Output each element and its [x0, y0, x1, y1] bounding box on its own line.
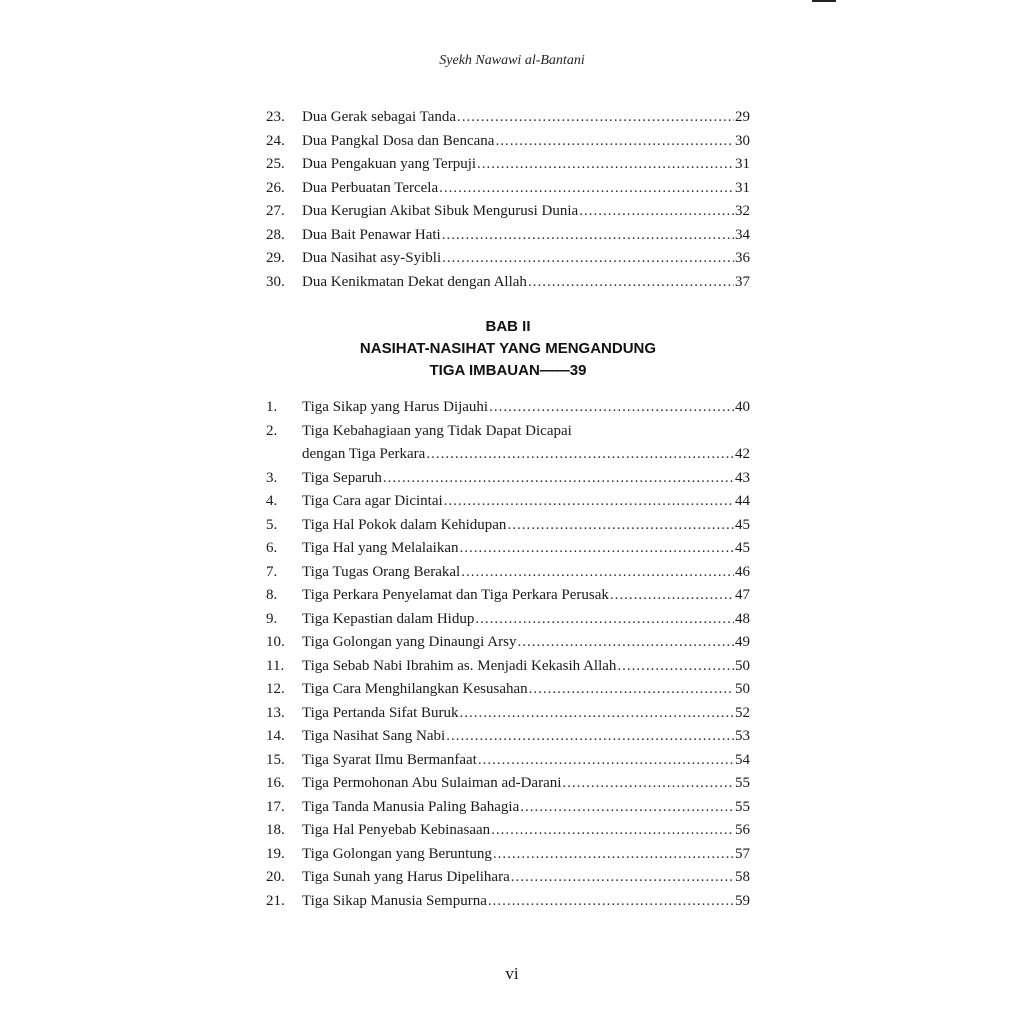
toc-entry-page: 53: [735, 728, 750, 744]
toc-section-1: [266, 106, 750, 294]
toc-entry-number: 2.: [266, 422, 278, 439]
toc-dot-leader: [461, 561, 734, 585]
toc-entry-page: 37: [735, 273, 750, 290]
toc-entry-page: 49: [735, 634, 750, 650]
toc-entry-page: 50: [735, 657, 750, 674]
chapter-title: NASIHAT-NASIHAT YANG MENGANDUNG: [359, 340, 657, 357]
toc-entry-title: dengan Tiga Perkara: [302, 446, 426, 462]
toc-entry: [266, 247, 750, 271]
toc-entry-title: Tiga Separuh: [302, 469, 382, 486]
toc-entry-title: Dua Perbuatan Tercela: [302, 179, 439, 196]
chapter-heading: [266, 316, 750, 382]
toc-entry-number: 25.: [266, 156, 285, 172]
toc-entry-number: 9.: [266, 610, 278, 627]
toc-entry: [266, 796, 750, 820]
toc-entry-page: 45: [735, 516, 750, 533]
toc-entry-number: 21.: [266, 892, 285, 909]
toc-dot-leader: [475, 608, 734, 632]
toc-entry-page: 50: [735, 681, 750, 697]
chapter-number: BAB II: [485, 318, 531, 335]
toc-entry-title: Dua Pangkal Dosa dan Bencana: [302, 132, 495, 149]
toc-entry-title: Tiga Tanda Manusia Paling Bahagia: [302, 798, 520, 815]
toc-entry-page: 31: [735, 179, 750, 196]
toc-entry-title: Dua Nasihat asy-Syibli: [302, 250, 442, 266]
toc-dot-leader: [457, 106, 734, 130]
toc-entry-title: Tiga Syarat Ilmu Bermanfaat: [302, 751, 477, 768]
toc-entry-number: 27.: [266, 203, 285, 219]
toc-entry-title: Tiga Nasihat Sang Nabi: [302, 728, 446, 744]
toc-dot-leader: [478, 749, 734, 773]
toc-dot-leader: [610, 584, 734, 608]
toc-entry: [266, 224, 750, 248]
toc-entry-number: 17.: [266, 798, 285, 815]
toc-entry: [266, 866, 750, 890]
toc-entry-title: Dua Gerak sebagai Tanda: [302, 109, 457, 125]
toc-dot-leader: [444, 490, 734, 514]
toc-entry-number: 1.: [266, 399, 278, 415]
toc-entry: [266, 153, 750, 177]
toc-entry-number: 5.: [266, 516, 278, 533]
toc-entry: [266, 890, 750, 914]
toc-entry-number: 12.: [266, 681, 285, 697]
toc-entry-number: 11.: [266, 657, 285, 674]
toc-entry: [266, 490, 750, 514]
toc-entry-title: Tiga Pertanda Sifat Buruk: [302, 704, 459, 721]
toc-entry-title: Tiga Hal Pokok dalam Kehidupan: [302, 516, 507, 533]
toc-entry-title: Tiga Cara Menghilangkan Kesusahan: [302, 681, 528, 697]
toc-dot-leader: [529, 678, 734, 702]
toc-dot-leader: [383, 467, 734, 491]
toc-entry-number: 23.: [266, 109, 285, 125]
toc-entry: [266, 678, 750, 702]
toc-dot-leader: [489, 396, 734, 420]
toc-entry: [266, 749, 750, 773]
toc-entry-title: Tiga Hal yang Melalaikan: [302, 540, 459, 556]
crop-mark: [812, 0, 836, 2]
toc-entry-number: 4.: [266, 493, 278, 509]
toc-entry-number: 3.: [266, 469, 278, 486]
toc-entry: [266, 608, 750, 632]
toc-entry-page: 36: [735, 250, 750, 266]
toc-entry-title: Tiga Kepastian dalam Hidup: [302, 610, 475, 627]
toc-entry: [266, 772, 750, 796]
toc-entry: [266, 631, 750, 655]
toc-entry: [266, 130, 750, 154]
toc-entry-page: 31: [735, 156, 750, 172]
toc-entry: [266, 655, 750, 679]
toc-entry: [266, 396, 750, 420]
toc-entry-number: 15.: [266, 751, 285, 768]
toc-entry: [266, 420, 750, 444]
toc-dot-leader: [460, 702, 734, 726]
toc-entry-page: 29: [735, 109, 750, 125]
toc-entry-page: 48: [735, 610, 750, 627]
page-number: vi: [505, 964, 519, 983]
toc-entry-number: 29.: [266, 250, 285, 266]
toc-entry-number: 20.: [266, 869, 285, 885]
toc-entry-title: Tiga Kebahagiaan yang Tidak Dapat Dicapai: [302, 422, 572, 439]
toc-entry-page: 47: [735, 587, 750, 603]
toc-entry: [266, 702, 750, 726]
toc-entry-title: Tiga Sikap yang Harus Dijauhi: [302, 399, 489, 415]
toc-entry-page: 34: [735, 226, 750, 243]
toc-dot-leader: [579, 200, 734, 224]
toc-entry: [266, 443, 750, 467]
toc-entry: [266, 537, 750, 561]
chapter-subtitle: TIGA IMBAUAN——39: [429, 362, 587, 379]
toc-dot-leader: [491, 819, 734, 843]
toc-entry: [266, 271, 750, 295]
toc-dot-leader: [617, 655, 734, 679]
toc-entry-title: Dua Kenikmatan Dekat dengan Allah: [302, 273, 527, 290]
toc-entry-page: 57: [735, 845, 750, 862]
toc-dot-leader: [460, 537, 735, 561]
toc-dot-leader: [528, 271, 734, 295]
toc-entry-title: Tiga Golongan yang Beruntung: [302, 845, 492, 862]
toc-dot-leader: [488, 890, 734, 914]
toc-dot-leader: [520, 796, 734, 820]
toc-entry-title: Dua Bait Penawar Hati: [302, 226, 441, 243]
toc-dot-leader: [446, 725, 734, 749]
toc-entry: [266, 106, 750, 130]
toc-entry-page: 58: [735, 869, 750, 885]
toc-entry: [266, 819, 750, 843]
toc-entry-page: 52: [735, 704, 750, 721]
toc-entry-title: Tiga Hal Penyebab Kebinasaan: [302, 822, 491, 838]
toc-entry-number: 7.: [266, 563, 278, 580]
toc-entry-title: Tiga Cara agar Dicintai: [302, 493, 443, 509]
toc-entry: [266, 584, 750, 608]
toc-entry: [266, 200, 750, 224]
toc-entry: [266, 177, 750, 201]
toc-entry-page: 55: [735, 775, 750, 791]
toc-entry-page: 46: [735, 563, 750, 580]
toc-entry-number: 16.: [266, 775, 285, 791]
toc-entry-number: 13.: [266, 704, 285, 721]
toc-entry-title: Tiga Permohonan Abu Sulaiman ad-Darani: [302, 775, 562, 791]
toc-entry-title: Tiga Golongan yang Dinaungi Arsy: [302, 634, 517, 650]
toc-entry-page: 44: [735, 493, 750, 509]
toc-entry-number: 19.: [266, 845, 285, 862]
toc-entry-number: 6.: [266, 540, 278, 556]
toc-entry-page: 56: [735, 822, 750, 838]
running-head: Syekh Nawawi al-Bantani: [439, 53, 585, 68]
toc-entry-title: Tiga Sikap Manusia Sempurna: [302, 892, 487, 909]
toc-entry-number: 26.: [266, 179, 285, 196]
toc-entry-number: 30.: [266, 273, 285, 290]
toc-entry-number: 28.: [266, 226, 285, 243]
toc-entry: [266, 725, 750, 749]
toc-dot-leader: [442, 224, 734, 248]
toc-entry-page: 55: [735, 798, 750, 815]
toc-dot-leader: [562, 772, 734, 796]
toc-dot-leader: [493, 843, 734, 867]
toc-entry-number: 14.: [266, 728, 285, 744]
toc-dot-leader: [511, 866, 734, 890]
toc-entry-title: Tiga Tugas Orang Berakal: [302, 563, 461, 580]
toc-entry-page: 40: [735, 399, 750, 415]
toc-entry-page: 42: [735, 446, 750, 462]
toc-entry-page: 32: [735, 203, 750, 219]
toc-dot-leader: [517, 631, 734, 655]
toc-entry: [266, 467, 750, 491]
toc-dot-leader: [442, 247, 734, 271]
toc-entry-title: Tiga Perkara Penyelamat dan Tiga Perkara Perusak: [302, 587, 609, 603]
toc-entry: [266, 514, 750, 538]
toc-entry-title: Tiga Sunah yang Harus Dipelihara: [302, 869, 510, 885]
toc-dot-leader: [477, 153, 734, 177]
toc-entry-page: 43: [735, 469, 750, 486]
toc-entry-page: 45: [735, 540, 750, 556]
toc-entry: [266, 561, 750, 585]
toc-entry-page: 30: [735, 132, 750, 149]
toc-entry-number: 8.: [266, 587, 278, 603]
toc-entry-title: Dua Pengakuan yang Terpuji: [302, 156, 477, 172]
toc-entry-number: 24.: [266, 132, 285, 149]
toc-dot-leader: [495, 130, 734, 154]
toc-entry-title: Tiga Sebab Nabi Ibrahim as. Menjadi Kekasih Allah: [302, 657, 617, 674]
toc-entry-page: 59: [735, 892, 750, 909]
toc-entry-page: 54: [735, 751, 750, 768]
toc-entry-number: 10.: [266, 634, 285, 650]
toc-entry-number: 18.: [266, 822, 285, 838]
toc-dot-leader: [426, 443, 734, 467]
toc-entry: [266, 843, 750, 867]
toc-section-2: [266, 396, 750, 913]
toc-entry-title: Dua Kerugian Akibat Sibuk Mengurusi Dunia: [302, 203, 579, 219]
toc-dot-leader: [439, 177, 734, 201]
toc-dot-leader: [507, 514, 734, 538]
